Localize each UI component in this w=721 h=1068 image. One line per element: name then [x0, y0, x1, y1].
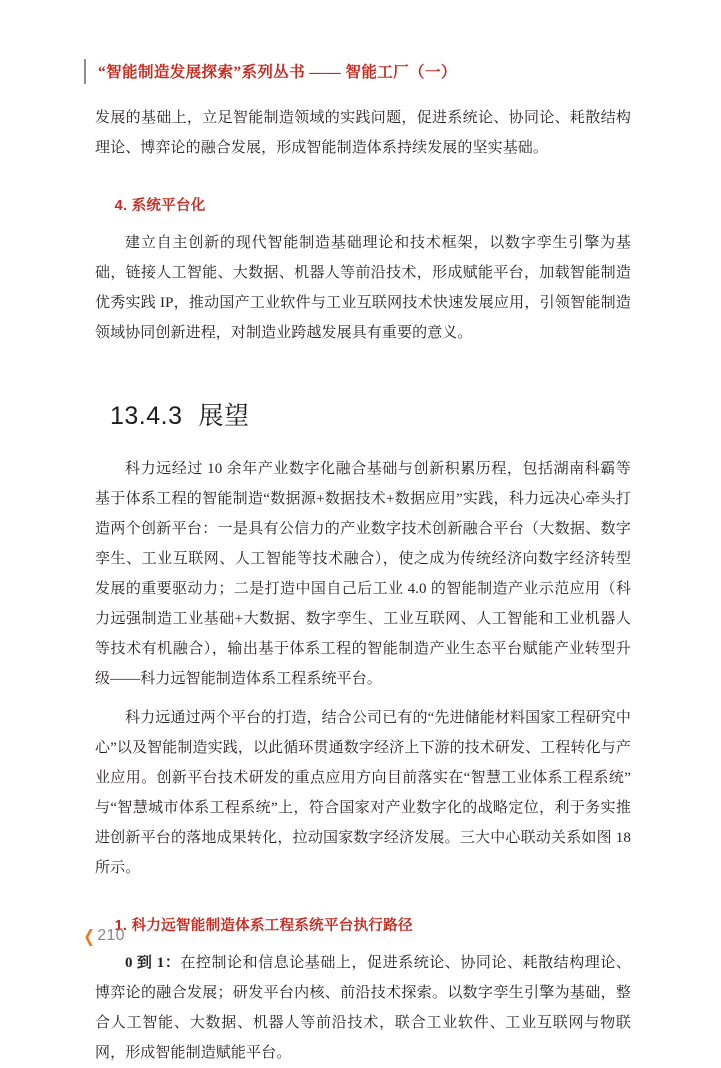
paragraph-keli-yuan-history: 科力远经过 10 余年产业数字化融合基础与创新积累历程，包括湖南科霸等基于体系工程的智能制造“数据源+数据技术+数据应用”实践，科力远决心牵头打造两个创新平台：一是具有公信力的产业数字技术创新融合平台（大数据、数字孪生、工业互联网、人工智能等技术融合），使之成为传统经济向数字经济转型发展的重要驱动力；二是打造中国自己后工业 4.0 的智能制造产业示范应用（科力远强制造工业基础+大数据、数字孪生、工业互联网、人工智能和工业机器人等技术有机融合），输出基于体系工程的智能制造产业生态平台赋能产业转型升级——科力远智能制造体系工程系统平台。: [95, 461, 631, 687]
page-number: 210: [97, 927, 125, 944]
spacer: [95, 694, 631, 703]
section-heading-outlook: [95, 398, 631, 434]
paragraph-development-foundation: 发展的基础上，立足智能制造领域的实践问题，促进系统论、协同论、耗散结构理论、博弈论的融合发展，形成智能制造体系持续发展的坚实基础。: [95, 110, 631, 156]
paragraph-two-platforms: 科力远通过两个平台的打造，结合公司已有的“先进储能材料国家工程研究中心”以及智能制造实践，以此循环贯通数字经济上下游的技术研发、工程转化与产业应用。创新平台技术研发的重点应用方向目前落实在“智慧工业体系工程系统”与“智慧城市体系工程系统”上，符合国家对产业数字化的战略定位，利于务实推进创新平台的落地成果转化，拉动国家数字经济发展。三大中心联动关系如图 18 所示。: [95, 710, 631, 876]
section-number: 13.4.3: [110, 402, 183, 430]
running-header: [84, 56, 457, 86]
spacer: [95, 348, 631, 378]
subheading-execution-path: 1. 科力远智能制造体系工程系统平台执行路径: [114, 918, 413, 934]
chevron-left-icon: ❮: [83, 926, 95, 946]
paragraph-lead-body: 在控制论和信息论基础上，促进系统论、协同论、耗散结构理论、博弈论的融合发展；研发平台内核、前沿技术探索。以数字孪生引擎为基础，整合人工智能、大数据、机器人等前沿技术，联合工业软件、工业互联网与物联网，形成智能制造赋能平台。: [95, 955, 631, 1061]
paragraph-zero-to-one: [95, 948, 631, 1068]
running-header-title: “智能制造发展探索”系列丛书 —— 智能工厂（一）: [98, 64, 457, 81]
spacer: [95, 219, 631, 228]
text-column: [95, 103, 631, 1068]
header-rule-divider: [84, 59, 86, 84]
spacer: [95, 378, 631, 398]
spacer: [95, 939, 631, 948]
paragraph-independent-innovation: 建立自主创新的现代智能制造基础理论和技术框架，以数字孪生引擎为基础，链接人工智能、大数据、机器人等前沿技术，形成赋能平台，加载智能制造优秀实践 IP，推动国产工业软件与工业互联网技术快速发展应用，引领智能制造领域协同创新进程，对制造业跨越发展具有重要的意义。: [95, 235, 631, 341]
spacer: [95, 434, 631, 454]
page-folio: [82, 925, 125, 947]
subheading-system-platformization: 4. 系统平台化: [114, 198, 206, 214]
paragraph-lead-label: 0 到 1：: [125, 955, 181, 971]
spacer: [95, 883, 631, 913]
section-title: 展望: [198, 402, 250, 430]
spacer: [95, 163, 631, 193]
